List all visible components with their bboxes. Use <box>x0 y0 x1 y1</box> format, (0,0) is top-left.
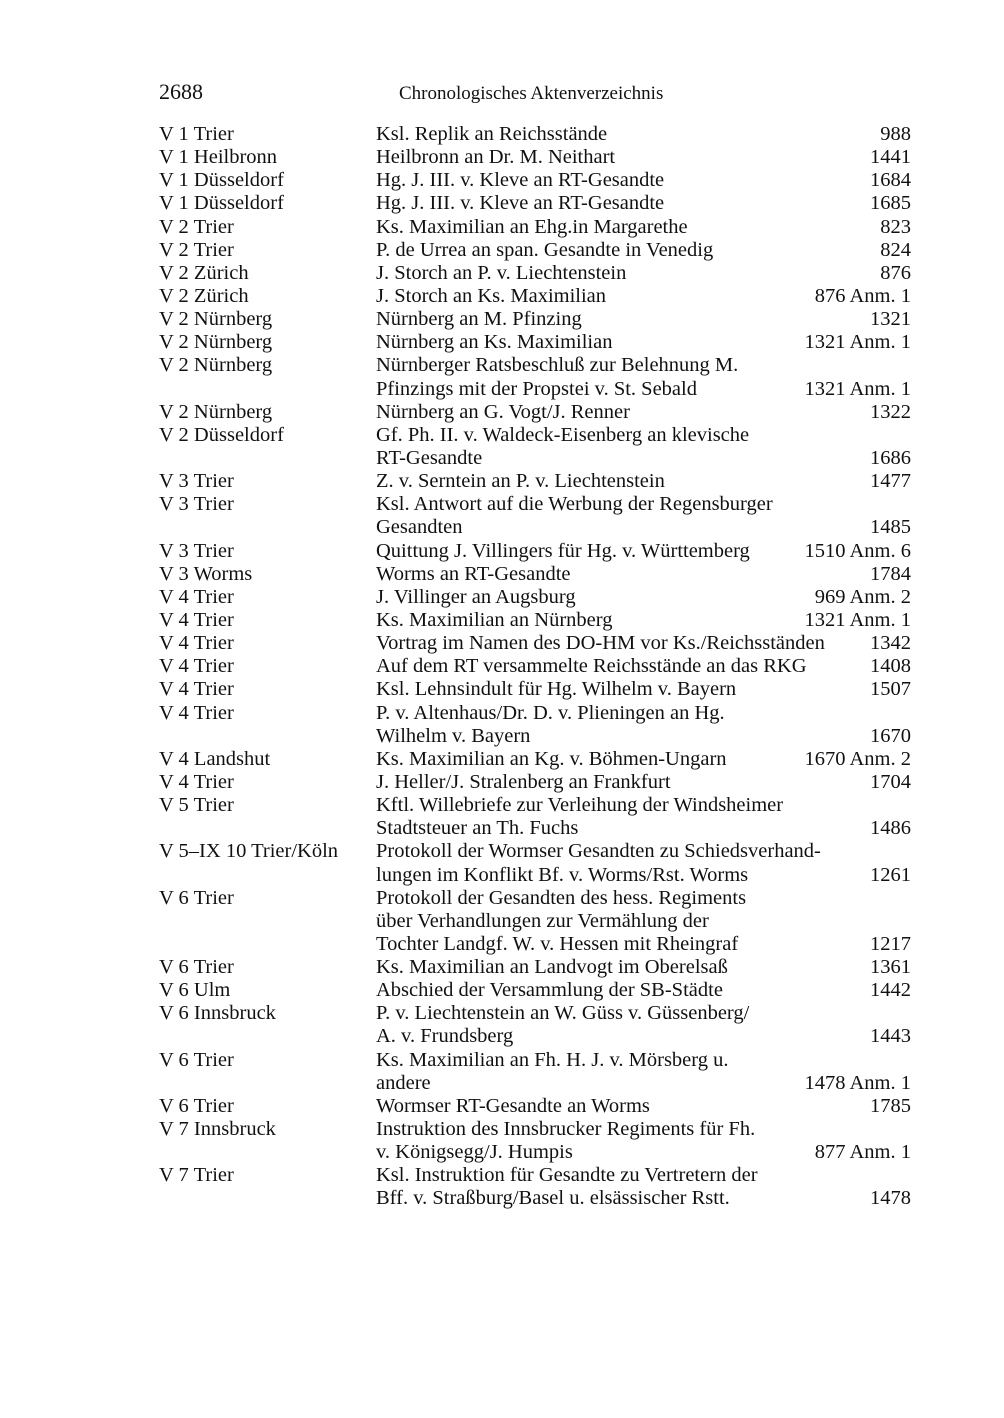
entry-description-line <box>376 169 911 192</box>
entry-description <box>376 771 911 794</box>
entry-description <box>376 123 911 146</box>
entry-description-text: Auf dem RT versammelte Reichsstände an das RKG <box>376 655 807 678</box>
entry-date-place: V 6 Trier <box>159 886 234 909</box>
entry-description-line <box>376 192 911 215</box>
entry-date-place: V 2 Nürnberg <box>159 400 273 423</box>
entry-description-line <box>376 632 911 655</box>
entry-date-place: V 3 Trier <box>159 470 234 493</box>
entry-row <box>159 308 911 331</box>
entry-row <box>159 794 911 840</box>
entry-description-text: Nürnberg an G. Vogt/J. Renner <box>376 400 630 423</box>
entry-description-line <box>376 378 911 401</box>
entry-row <box>159 1095 911 1118</box>
entry-description-line <box>376 678 911 701</box>
entry-row <box>159 470 911 493</box>
entry-description-line <box>376 817 911 840</box>
entry-row <box>159 239 911 262</box>
entry-reference-number: 988 <box>880 123 911 145</box>
entry-description <box>376 678 911 701</box>
entry-row <box>159 493 911 539</box>
entry-description <box>376 1118 911 1164</box>
entry-row <box>159 424 911 470</box>
entry-description <box>376 655 911 678</box>
entry-date-place: V 2 Trier <box>159 238 234 261</box>
entry-date-place: V 3 Worms <box>159 562 253 585</box>
entry-date-place: V 5–IX 10 Trier/Köln <box>159 840 339 863</box>
entry-reference-number: 1217 <box>870 932 911 955</box>
entry-description-line <box>376 1049 911 1072</box>
entry-description-line <box>376 725 911 748</box>
entry-row <box>159 146 911 169</box>
entry-row <box>159 748 911 771</box>
entry-row <box>159 123 911 146</box>
entry-date-place: V 2 Nürnberg <box>159 308 273 331</box>
entry-description <box>376 192 911 215</box>
entry-row <box>159 540 911 563</box>
entry-description <box>376 956 911 979</box>
entry-row <box>159 1118 911 1164</box>
entry-description-line <box>376 655 911 678</box>
entry-description <box>376 169 911 192</box>
entry-reference-number: 824 <box>880 238 911 261</box>
entry-description-text: J. Villinger an Augsburg <box>376 585 576 608</box>
entry-date-place: V 6 Trier <box>159 1094 234 1117</box>
entry-description-text: J. Storch an Ks. Maximilian <box>376 284 607 307</box>
entry-description <box>376 540 911 563</box>
entry-reference-number: 1704 <box>870 770 911 793</box>
entry-reference-number: 1485 <box>870 516 911 539</box>
entry-description-text: andere <box>376 1071 431 1094</box>
entry-row <box>159 655 911 678</box>
entry-description-line <box>376 910 911 933</box>
entry-reference-number: 877 Anm. 1 <box>814 1141 911 1164</box>
entry-description-line <box>376 1118 911 1141</box>
entry-description-text: Heilbronn an Dr. M. Neithart <box>376 146 616 169</box>
entry-date-place: V 2 Nürnberg <box>159 331 273 354</box>
entry-description-text: Gesandten <box>376 516 463 539</box>
entry-row <box>159 840 911 886</box>
entry-description-line <box>376 493 911 516</box>
entry-description-text: Ksl. Instruktion für Gesandte zu Vertretern der <box>376 1164 758 1187</box>
entry-description <box>376 470 911 493</box>
entry-description-text: Ksl. Antwort auf die Werbung der Regensburger <box>376 493 773 516</box>
entry-reference-number: 1342 <box>870 632 911 655</box>
entry-description <box>376 1164 911 1210</box>
entry-reference-number: 1441 <box>870 146 911 169</box>
entry-reference-number: 969 Anm. 2 <box>814 585 911 608</box>
entry-description-line <box>376 1164 911 1187</box>
entry-description-line <box>376 447 911 470</box>
entry-reference-number: 1261 <box>870 863 911 886</box>
entry-row <box>159 169 911 192</box>
entry-description-line <box>376 933 911 956</box>
entry-description-text: Ks. Maximilian an Nürnberg <box>376 608 613 631</box>
entry-description-line <box>376 609 911 632</box>
entry-date-place: V 6 Innsbruck <box>159 1002 276 1025</box>
entry-description-text: Bff. v. Straßburg/Basel u. elsässischer Rstt. <box>376 1187 730 1210</box>
entry-description-text: Vortrag im Namen des DO-HM vor Ks./Reichsständen <box>376 632 825 655</box>
entry-date-place: V 2 Nürnberg <box>159 354 273 377</box>
entry-row <box>159 1002 911 1048</box>
entry-date-place: V 4 Trier <box>159 701 234 724</box>
entry-description-line <box>376 239 911 262</box>
entry-reference-number: 876 Anm. 1 <box>814 284 911 307</box>
entry-date-place: V 1 Düsseldorf <box>159 192 284 215</box>
entry-description-text: J. Storch an P. v. Liechtenstein <box>376 261 627 284</box>
entry-description-text: v. Königsegg/J. Humpis <box>376 1141 573 1164</box>
entry-description-line <box>376 354 911 377</box>
entry-description-line <box>376 586 911 609</box>
entry-date-place: V 4 Trier <box>159 770 234 793</box>
entry-description <box>376 285 911 308</box>
entry-row <box>159 771 911 794</box>
entry-row <box>159 887 911 956</box>
entry-description-text: Z. v. Serntein an P. v. Liechtenstein <box>376 470 665 493</box>
entry-description-line <box>376 1002 911 1025</box>
entry-description <box>376 424 911 470</box>
entry-description-text: Ks. Maximilian an Landvogt im Oberelsaß <box>376 956 728 979</box>
entry-row <box>159 262 911 285</box>
entry-description <box>376 1049 911 1095</box>
entry-date-place: V 4 Trier <box>159 678 234 701</box>
running-title: Chronologisches Aktenverzeichnis <box>399 83 664 104</box>
entry-reference-number: 1442 <box>870 979 911 1002</box>
entry-description <box>376 401 911 424</box>
entry-description-text: über Verhandlungen zur Vermählung der <box>376 909 709 932</box>
entry-description-text: J. Heller/J. Stralenberg an Frankfurt <box>376 770 671 793</box>
entry-description <box>376 331 911 354</box>
entry-row <box>159 354 911 400</box>
entry-date-place: V 7 Trier <box>159 1164 234 1187</box>
entry-description-line <box>376 308 911 331</box>
running-head <box>159 78 911 108</box>
entry-date-place: V 2 Trier <box>159 215 234 238</box>
entry-row <box>159 563 911 586</box>
entry-reference-number: 1684 <box>870 169 911 192</box>
entry-reference-number: 1321 Anm. 1 <box>804 377 911 400</box>
entry-description-text: Kftl. Willebriefe zur Verleihung der Windsheimer <box>376 794 784 817</box>
entry-description <box>376 563 911 586</box>
entry-reference-number: 1322 <box>870 400 911 423</box>
entry-description-line <box>376 956 911 979</box>
entry-description-text: Protokoll der Gesandten des hess. Regiments <box>376 886 747 909</box>
entry-date-place: V 4 Trier <box>159 655 234 678</box>
entry-description-text: lungen im Konflikt Bf. v. Worms/Rst. Worms <box>376 863 749 886</box>
entry-description-line <box>376 516 911 539</box>
entry-description-line <box>376 1141 911 1164</box>
entry-reference-number: 1507 <box>870 678 911 701</box>
entry-row <box>159 678 911 701</box>
entry-reference-number: 1477 <box>870 470 911 493</box>
entry-description-line <box>376 1187 911 1210</box>
entry-date-place: V 1 Heilbronn <box>159 146 278 169</box>
entry-row <box>159 192 911 215</box>
entry-description-text: Quittung J. Villingers für Hg. v. Württemberg <box>376 539 750 562</box>
entry-reference-number: 1686 <box>870 446 911 469</box>
entry-description <box>376 239 911 262</box>
entry-reference-number: 1486 <box>870 817 911 840</box>
entry-row <box>159 1164 911 1210</box>
entry-description-line <box>376 864 911 887</box>
entry-date-place: V 1 Düsseldorf <box>159 169 284 192</box>
entry-description-line <box>376 887 911 910</box>
entry-description-line <box>376 540 911 563</box>
entry-description-line <box>376 424 911 447</box>
entry-description <box>376 794 911 840</box>
entry-description-line <box>376 794 911 817</box>
entry-description-text: A. v. Frundsberg <box>376 1025 514 1048</box>
entry-description-text: P. v. Altenhaus/Dr. D. v. Plieningen an Hg. <box>376 701 725 724</box>
entry-description-text: Protokoll der Wormser Gesandten zu Schiedsverhand- <box>376 840 821 863</box>
entry-description-text: Nürnberg an M. Pfinzing <box>376 308 582 331</box>
entry-reference-number: 1510 Anm. 6 <box>804 539 911 562</box>
entry-description-line <box>376 285 911 308</box>
entry-description-text: Nürnberger Ratsbeschluß zur Belehnung M. <box>376 354 739 377</box>
page-number: 2688 <box>159 79 203 104</box>
entry-description-text: Wormser RT-Gesandte an Worms <box>376 1094 650 1117</box>
entry-description-line <box>376 216 911 239</box>
entry-description-line <box>376 123 911 146</box>
entry-description <box>376 354 911 400</box>
entry-reference-number: 1408 <box>870 655 911 678</box>
entry-description-line <box>376 262 911 285</box>
entry-reference-number: 1670 <box>870 724 911 747</box>
entry-description-text: RT-Gesandte <box>376 446 483 469</box>
entry-row <box>159 632 911 655</box>
entry-reference-number: 1321 Anm. 1 <box>804 608 911 631</box>
entry-description <box>376 216 911 239</box>
entry-description-text: Gf. Ph. II. v. Waldeck-Eisenberg an klevische <box>376 423 750 446</box>
entry-description-line <box>376 771 911 794</box>
entry-description <box>376 586 911 609</box>
entry-description-line <box>376 563 911 586</box>
entry-reference-number: 1670 Anm. 2 <box>804 747 911 770</box>
entry-description-text: Stadtsteuer an Th. Fuchs <box>376 817 579 840</box>
entry-date-place: V 1 Trier <box>159 123 234 145</box>
entry-description-text: Pfinzings mit der Propstei v. St. Sebald <box>376 377 697 400</box>
entry-row <box>159 586 911 609</box>
entry-date-place: V 4 Trier <box>159 608 234 631</box>
entry-description <box>376 979 911 1002</box>
entry-reference-number: 1784 <box>870 562 911 585</box>
entry-date-place: V 2 Zürich <box>159 261 249 284</box>
entry-date-place: V 6 Ulm <box>159 979 231 1002</box>
entry-description-text: Hg. J. III. v. Kleve an RT-Gesandte <box>376 169 665 192</box>
entry-description-line <box>376 1025 911 1048</box>
entry-date-place: V 3 Trier <box>159 539 234 562</box>
entry-description <box>376 609 911 632</box>
entry-reference-number: 1785 <box>870 1094 911 1117</box>
entry-reference-number: 1443 <box>870 1025 911 1048</box>
entry-row <box>159 331 911 354</box>
entry-description <box>376 702 911 748</box>
entry-row <box>159 216 911 239</box>
entry-date-place: V 2 Zürich <box>159 284 249 307</box>
entry-description <box>376 1095 911 1118</box>
entry-description <box>376 262 911 285</box>
entry-reference-number: 1478 Anm. 1 <box>804 1071 911 1094</box>
entry-description-text: Tochter Landgf. W. v. Hessen mit Rheingraf <box>376 932 739 955</box>
entry-description-line <box>376 840 911 863</box>
entry-date-place: V 7 Innsbruck <box>159 1118 276 1141</box>
entry-description-text: Ks. Maximilian an Fh. H. J. v. Mörsberg u. <box>376 1048 729 1071</box>
entry-description-line <box>376 331 911 354</box>
entry-reference-number: 1321 Anm. 1 <box>804 331 911 354</box>
entry-description-text: Instruktion des Innsbrucker Regiments für Fh. <box>376 1118 756 1141</box>
entry-date-place: V 6 Trier <box>159 1048 234 1071</box>
entry-description <box>376 887 911 956</box>
entry-reference-number: 1361 <box>870 956 911 979</box>
entry-date-place: V 4 Trier <box>159 585 234 608</box>
entry-date-place: V 5 Trier <box>159 794 234 817</box>
entry-description-line <box>376 1072 911 1095</box>
entry-row <box>159 979 911 1002</box>
entry-description <box>376 748 911 771</box>
entry-description-text: Wilhelm v. Bayern <box>376 724 531 747</box>
entry-description-line <box>376 1095 911 1118</box>
entry-row <box>159 285 911 308</box>
entry-reference-number: 876 <box>880 261 911 284</box>
entry-description-line <box>376 979 911 1002</box>
entry-description-text: Worms an RT-Gesandte <box>376 562 571 585</box>
entry-description <box>376 840 911 886</box>
entry-date-place: V 6 Trier <box>159 956 234 979</box>
entry-description-text: P. v. Liechtenstein an W. Güss v. Güssenberg/ <box>376 1002 750 1025</box>
entry-description-line <box>376 702 911 725</box>
entry-description-text: Hg. J. III. v. Kleve an RT-Gesandte <box>376 192 665 215</box>
entry-reference-number: 1685 <box>870 192 911 215</box>
entry-description-line <box>376 401 911 424</box>
entry-description-line <box>376 748 911 771</box>
entry-reference-number: 1321 <box>870 308 911 331</box>
entry-description <box>376 308 911 331</box>
entry-row <box>159 609 911 632</box>
entry-description-text: Ksl. Replik an Reichsstände <box>376 123 608 145</box>
entry-description-text: Ks. Maximilian an Ehg.in Margarethe <box>376 215 688 238</box>
entry-row <box>159 401 911 424</box>
entry-reference-number: 1478 <box>870 1187 911 1210</box>
entry-description <box>376 1002 911 1048</box>
entry-row <box>159 956 911 979</box>
entry-date-place: V 3 Trier <box>159 493 234 516</box>
entry-description-text: Abschied der Versammlung der SB-Städte <box>376 979 723 1002</box>
entry-description-text: Ksl. Lehnsindult für Hg. Wilhelm v. Bayern <box>376 678 737 701</box>
entry-description-line <box>376 470 911 493</box>
entry-reference-number: 823 <box>880 215 911 238</box>
entry-description-line <box>376 146 911 169</box>
entry-row <box>159 1049 911 1095</box>
entry-date-place: V 4 Trier <box>159 632 234 655</box>
entry-description-text: P. de Urrea an span. Gesandte in Venedig <box>376 238 714 261</box>
entry-description <box>376 493 911 539</box>
entry-description-text: Ks. Maximilian an Kg. v. Böhmen-Ungarn <box>376 747 727 770</box>
entry-row <box>159 702 911 748</box>
entry-date-place: V 2 Düsseldorf <box>159 423 284 446</box>
chronological-entry-list <box>159 123 911 1211</box>
entry-description <box>376 632 911 655</box>
entry-description <box>376 146 911 169</box>
entry-date-place: V 4 Landshut <box>159 747 271 770</box>
entry-description-text: Nürnberg an Ks. Maximilian <box>376 331 613 354</box>
